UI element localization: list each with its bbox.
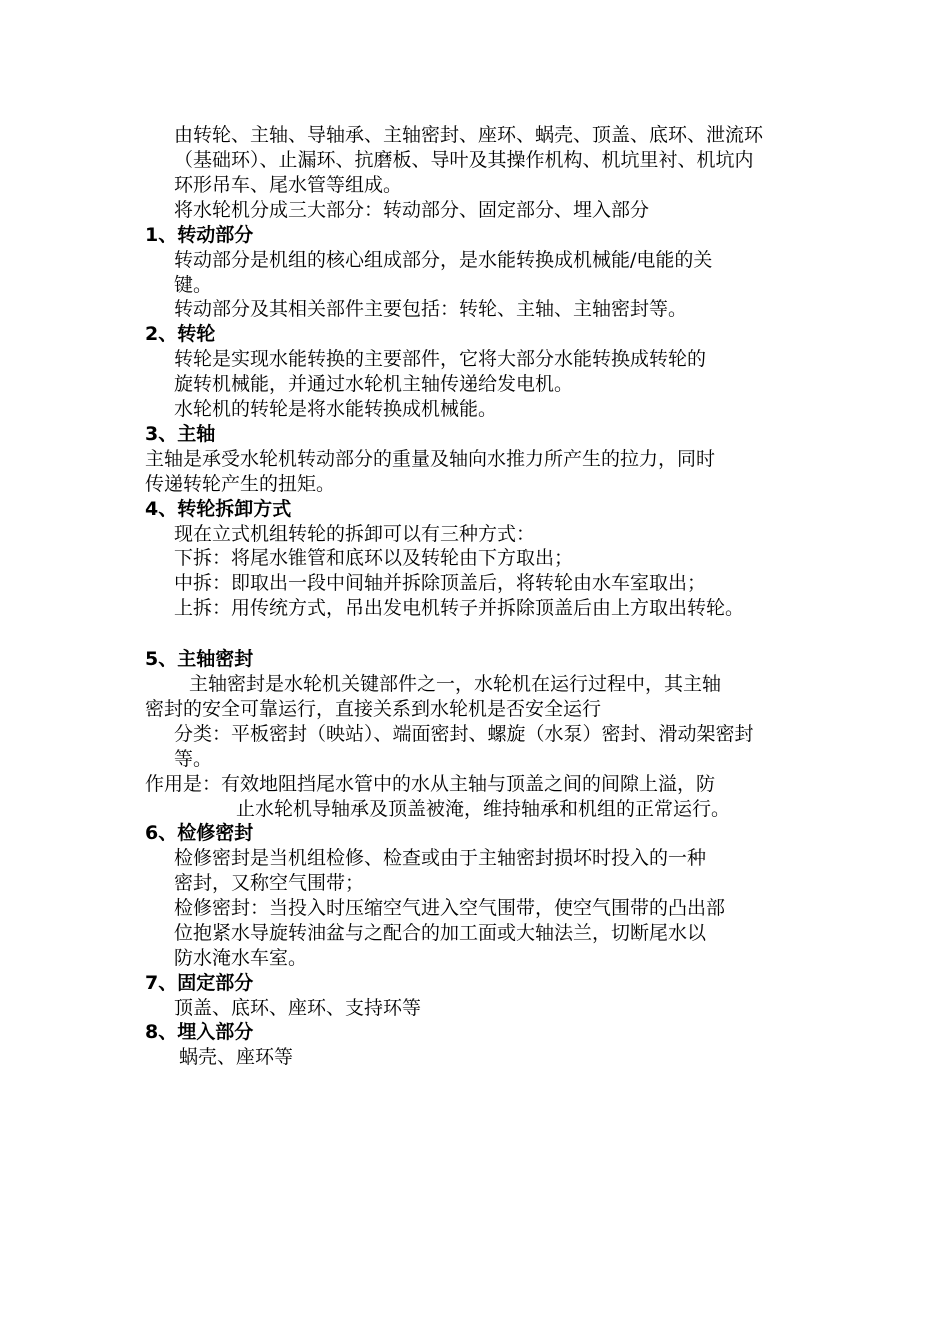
section-heading: 7、固定部分 xyxy=(145,972,254,994)
section-heading: 8、埋入部分 xyxy=(145,1021,254,1043)
paragraph-line: 旋转机械能，并通过水轮机主轴传递给发电机。 xyxy=(174,373,574,395)
paragraph-line: 检修密封：当投入时压缩空气进入空气围带，使空气围带的凸出部 xyxy=(174,897,726,919)
paragraph-line: 蜗壳、座环等 xyxy=(179,1046,294,1068)
intro-line: 将水轮机分成三大部分：转动部分、固定部分、埋入部分 xyxy=(174,199,650,221)
paragraph-line: 等。 xyxy=(174,748,213,770)
paragraph-line: 防水淹水车室。 xyxy=(174,947,308,969)
paragraph-line: 分类：平板密封（映站）、端面密封、螺旋（水泵）密封、滑动架密封 xyxy=(174,723,754,745)
paragraph-line: 转动部分及其相关部件主要包括：转轮、主轴、主轴密封等。 xyxy=(174,298,688,320)
intro-line: 由转轮、主轴、导轴承、主轴密封、座环、蜗壳、顶盖、底环、泄流环 xyxy=(174,124,764,146)
paragraph-line: 现在立式机组转轮的拆卸可以有三种方式： xyxy=(174,523,536,545)
paragraph-line: 转轮是实现水能转换的主要部件，它将大部分水能转换成转轮的 xyxy=(174,348,707,370)
paragraph-line: 密封的安全可靠运行，直接关系到水轮机是否安全运行 xyxy=(145,698,602,720)
paragraph-line: 上拆：用传统方式，吊出发电机转子并拆除顶盖后由上方取出转轮。 xyxy=(174,597,745,619)
paragraph-line: 水轮机的转轮是将水能转换成机械能。 xyxy=(174,398,498,420)
section-heading: 6、检修密封 xyxy=(145,822,254,844)
paragraph-line: 键。 xyxy=(174,274,213,296)
section-heading: 1、转动部分 xyxy=(145,224,254,246)
paragraph-line: 位抱紧水导旋转油盆与之配合的加工面或大轴法兰，切断尾水以 xyxy=(174,922,707,944)
paragraph-line: 下拆：将尾水锥管和底环以及转轮由下方取出； xyxy=(174,547,574,569)
paragraph-line: 止水轮机导轴承及顶盖被淹，维持轴承和机组的正常运行。 xyxy=(236,798,731,820)
paragraph-line: 顶盖、底环、座环、支持环等 xyxy=(174,997,422,1019)
section-heading: 3、主轴 xyxy=(145,423,216,445)
paragraph-line: 密封，又称空气围带； xyxy=(174,872,365,894)
section-heading: 2、转轮 xyxy=(145,323,216,345)
paragraph-line: 中拆：即取出一段中间轴并拆除顶盖后，将转轮由水车室取出； xyxy=(174,572,707,594)
section-heading: 5、主轴密封 xyxy=(145,648,254,670)
paragraph-line: 转动部分是机组的核心组成部分，是水能转换成机械能/电能的关 xyxy=(174,249,713,271)
paragraph-line: 主轴密封是水轮机关键部件之一，水轮机在运行过程中，其主轴 xyxy=(189,673,722,695)
section-heading: 4、转轮拆卸方式 xyxy=(145,498,292,520)
paragraph-line: 作用是：有效地阻挡尾水管中的水从主轴与顶盖之间的间隙上溢，防 xyxy=(145,773,716,795)
intro-line: 环形吊车、尾水管等组成。 xyxy=(174,174,403,196)
intro-line: （基础环）、止漏环、抗磨板、导叶及其操作机构、机坑里衬、机坑内 xyxy=(174,149,754,171)
paragraph-line: 传递转轮产生的扭矩。 xyxy=(145,473,336,495)
paragraph-line: 检修密封是当机组检修、检查或由于主轴密封损坏时投入的一种 xyxy=(174,847,707,869)
paragraph-line: 主轴是承受水轮机转动部分的重量及轴向水推力所产生的拉力，同时 xyxy=(145,448,716,470)
